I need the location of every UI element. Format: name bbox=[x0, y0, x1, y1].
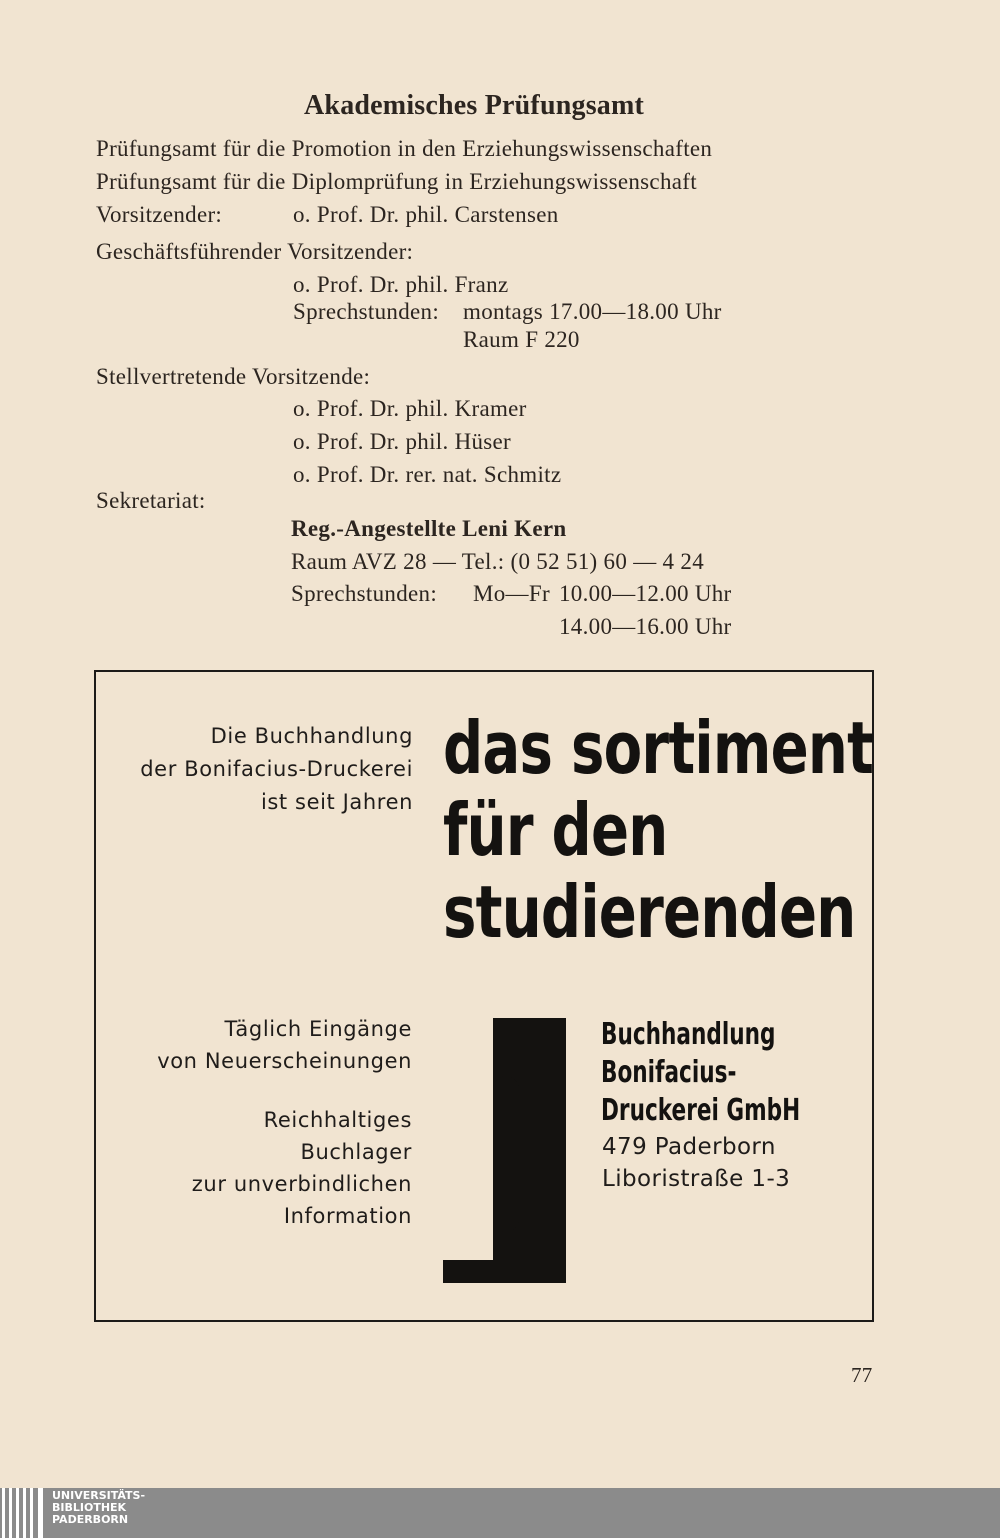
secretariat-room-phone: Raum AVZ 28 — Tel.: (0 52 51) 60 — 4 24 bbox=[291, 549, 705, 574]
library-footer bbox=[0, 1488, 1000, 1538]
ad-intro-line: ist seit Jahren bbox=[260, 790, 413, 814]
logo-cutout bbox=[443, 1018, 493, 1260]
deputy-name: o. Prof. Dr. phil. Kramer bbox=[293, 396, 527, 421]
office-line-diplom: Prüfungsamt für die Diplomprüfung in Erziehungswissenschaft bbox=[96, 169, 697, 194]
secretariat-label: Sekretariat: bbox=[96, 488, 206, 513]
ad-stock-line: Buchlager bbox=[300, 1140, 412, 1164]
chair-label: Vorsitzender: bbox=[96, 202, 223, 227]
ad-headline-line: studierenden bbox=[443, 870, 856, 954]
ad-daily-line: von Neuerscheinungen bbox=[157, 1049, 412, 1073]
managing-chair-label: Geschäftsführender Vorsitzender: bbox=[96, 239, 414, 264]
footer-line: BIBLIOTHEK bbox=[52, 1501, 127, 1514]
ad-intro-line: der Bonifacius-Druckerei bbox=[140, 757, 413, 781]
ad-stock-line: zur unverbindlichen bbox=[191, 1172, 412, 1196]
deputy-name: o. Prof. Dr. phil. Hüser bbox=[293, 429, 512, 454]
firm-address-line: Liboristraße 1-3 bbox=[602, 1166, 791, 1192]
library-logo-icon bbox=[0, 1488, 48, 1538]
footer-line: PADERBORN bbox=[52, 1513, 129, 1526]
ad-headline-line: das sortiment bbox=[443, 706, 874, 790]
page-number: 77 bbox=[851, 1363, 873, 1387]
ad-daily-line: Täglich Eingänge bbox=[224, 1017, 412, 1041]
secretariat-days: Mo—Fr bbox=[473, 581, 550, 606]
logo-stem bbox=[493, 1076, 519, 1232]
firm-name-line: Druckerei GmbH bbox=[601, 1093, 801, 1128]
secretariat-time-morning: 10.00—12.00 Uhr bbox=[559, 581, 732, 606]
managing-chair-hours-label: Sprechstunden: bbox=[293, 299, 440, 324]
ad-intro-line: Die Buchhandlung bbox=[210, 724, 413, 748]
secretariat-time-afternoon: 14.00—16.00 Uhr bbox=[559, 614, 732, 639]
managing-chair-hours: montags 17.00—18.00 Uhr bbox=[463, 299, 722, 324]
managing-chair-room: Raum F 220 bbox=[463, 327, 580, 352]
deputy-name: o. Prof. Dr. rer. nat. Schmitz bbox=[293, 462, 562, 487]
office-line-promotion: Prüfungsamt für die Promotion in den Erziehungswissenschaften bbox=[96, 136, 713, 161]
ad-stock-line: Information bbox=[283, 1204, 412, 1228]
ad-stock-line: Reichhaltiges bbox=[263, 1108, 412, 1132]
firm-name-line: Buchhandlung bbox=[601, 1017, 776, 1052]
firm-name-line: Bonifacius- bbox=[601, 1055, 737, 1090]
ad-headline-line: für den bbox=[443, 788, 668, 872]
page-title: Akademisches Prüfungsamt bbox=[304, 90, 645, 121]
secretariat-name: Reg.-Angestellte Leni Kern bbox=[291, 516, 567, 541]
managing-chair-name: o. Prof. Dr. phil. Franz bbox=[293, 272, 509, 297]
deputy-label: Stellvertretende Vorsitzende: bbox=[96, 364, 371, 389]
firm-address-line: 479 Paderborn bbox=[602, 1134, 776, 1160]
footer-line: UNIVERSITÄTS- bbox=[52, 1489, 146, 1502]
secretariat-hours-label: Sprechstunden: bbox=[291, 581, 438, 606]
chair-name: o. Prof. Dr. phil. Carstensen bbox=[293, 202, 559, 227]
